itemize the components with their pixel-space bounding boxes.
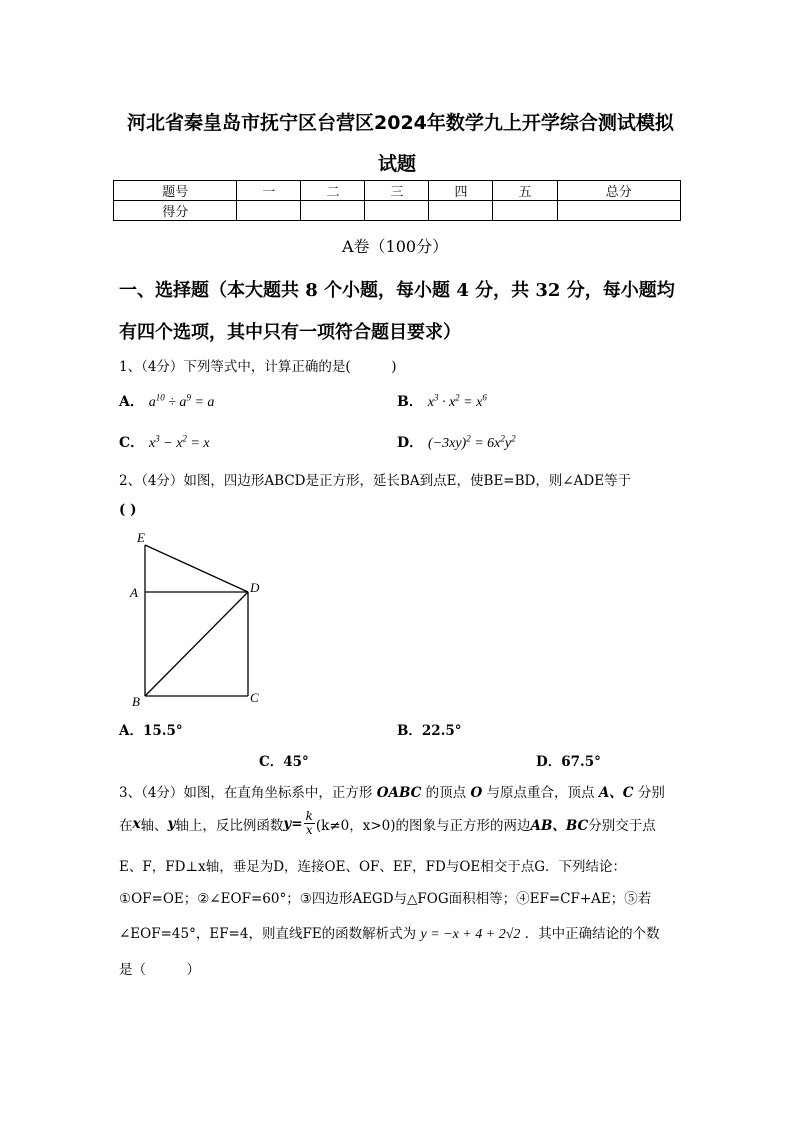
q3-var: O xyxy=(470,785,483,801)
q3-text: 分别交于点 xyxy=(588,817,656,834)
label-c: C xyxy=(250,690,259,705)
q2-stem: 2、（4分）如图，四边形ABCD是正方形，延长BA到点E，使BE=BD，则∠ADE等于 xyxy=(119,473,632,489)
q3-text: 3、（4分）如图，在直角坐标系中，正方形 xyxy=(119,785,373,801)
q1-option-d[interactable] xyxy=(397,432,516,452)
q3-text: 的顶点 xyxy=(425,785,467,801)
q3-text: ∠EOF=45°，EF=4，则直线FE的函数解析式为 xyxy=(119,926,417,942)
q3-text: (k≠0，x>0)的图象与正方形的两边 xyxy=(315,817,531,834)
q1-option-c[interactable] xyxy=(119,432,210,452)
title-line-1: 河北省秦皇岛市抚宁区台营区2024年数学九上开学综合测试模拟 xyxy=(127,112,674,134)
fraction-k-over-x xyxy=(304,810,315,837)
label-e: E xyxy=(137,530,145,545)
fraction-denominator: x xyxy=(305,823,313,837)
score-table-score-row xyxy=(114,201,681,221)
q1-stem: 1、（4分）下列等式中，计算正确的是( ) xyxy=(119,359,397,375)
q3-formula: y = −x + 4 + 2√2 xyxy=(420,927,521,942)
segment-ed xyxy=(145,545,248,592)
score-row-label: 得分 xyxy=(114,201,237,221)
option-d-formula: $(-3xy)^2 = 6x^2y^2$ xyxy=(428,433,516,451)
q2-option-d[interactable]: D．67.5° xyxy=(536,754,601,770)
q3-text: 在 xyxy=(119,817,133,834)
option-c-label: C． xyxy=(119,435,145,451)
fraction-numerator: k xyxy=(305,809,313,823)
score-header-cell: 五 xyxy=(493,181,557,201)
label-b: B xyxy=(132,694,140,709)
score-cell[interactable] xyxy=(237,201,301,221)
q3-line-2 xyxy=(119,810,656,837)
section1-line-1: 一、选择题（本大题共 8 个小题，每小题 4 分，共 32 分，每小题均 xyxy=(119,280,675,301)
volume-label: A卷（100分） xyxy=(342,237,449,256)
segment-bd xyxy=(145,592,248,696)
q3-text: 与原点重合，顶点 xyxy=(486,785,595,801)
q3-var: AB、BC xyxy=(530,817,589,834)
q1-option-a[interactable] xyxy=(119,391,214,411)
q3-var: A、C xyxy=(598,785,634,801)
q3-var: y= xyxy=(283,815,303,832)
option-b-label: B． xyxy=(397,394,423,410)
q3-var: x xyxy=(132,815,141,832)
q2-figure xyxy=(125,530,270,710)
score-cell[interactable] xyxy=(493,201,557,221)
section1-line-2: 有四个选项，其中只有一项符合题目要求） xyxy=(119,322,461,343)
q2-option-b[interactable]: B．22.5° xyxy=(397,723,462,739)
q3-line-3: E、F，FD⊥x轴，垂足为D，连接OE、OF、EF，FD与OE相交于点G．下列结论： xyxy=(119,859,627,875)
q3-text: 轴上，反比例函数 xyxy=(175,817,284,834)
q3-line-5 xyxy=(119,922,660,943)
score-cell[interactable] xyxy=(557,201,681,221)
title-line-2: 试题 xyxy=(378,153,417,175)
q3-line-4: ①OF=OE；②∠EOF=60°；③四边形AEGD与△FOG面积相等；④EF=CF+AE；⑤若 xyxy=(119,891,652,907)
score-header-cell: 四 xyxy=(429,181,493,201)
option-c-formula: $x^3 - x^2 = x$ xyxy=(149,433,210,451)
option-b-formula: $x^3 \cdot x^2 = x^6$ xyxy=(427,392,487,410)
score-header-cell: 二 xyxy=(301,181,365,201)
option-a-formula: $a^{10} \div a^9 = a$ xyxy=(148,392,215,410)
q2-option-a[interactable]: A．15.5° xyxy=(119,723,183,739)
q3-line-1 xyxy=(119,781,665,801)
score-header-cell: 一 xyxy=(237,181,301,201)
option-a-label: A． xyxy=(119,394,144,410)
q1-option-b[interactable] xyxy=(397,391,487,411)
option-d-label: D． xyxy=(397,435,424,451)
q3-text: 轴、 xyxy=(140,817,168,834)
q2-option-c[interactable]: C．45° xyxy=(259,754,309,770)
q2-stem-paren: ( ) xyxy=(119,502,137,518)
score-header-cell: 题号 xyxy=(114,181,237,201)
score-table xyxy=(113,180,681,221)
q3-line-6: 是（ ） xyxy=(119,962,200,978)
label-d: D xyxy=(250,580,260,595)
q3-var: OABC xyxy=(376,785,422,801)
score-header-cell: 总分 xyxy=(557,181,681,201)
q3-var: y xyxy=(167,815,176,832)
score-header-cell: 三 xyxy=(365,181,429,201)
label-a: A xyxy=(130,585,138,600)
score-cell[interactable] xyxy=(301,201,365,221)
q3-text: ．其中正确结论的个数 xyxy=(524,926,660,942)
score-cell[interactable] xyxy=(429,201,493,221)
score-cell[interactable] xyxy=(365,201,429,221)
score-table-header-row xyxy=(114,181,681,201)
q3-text: 分别 xyxy=(637,785,665,801)
